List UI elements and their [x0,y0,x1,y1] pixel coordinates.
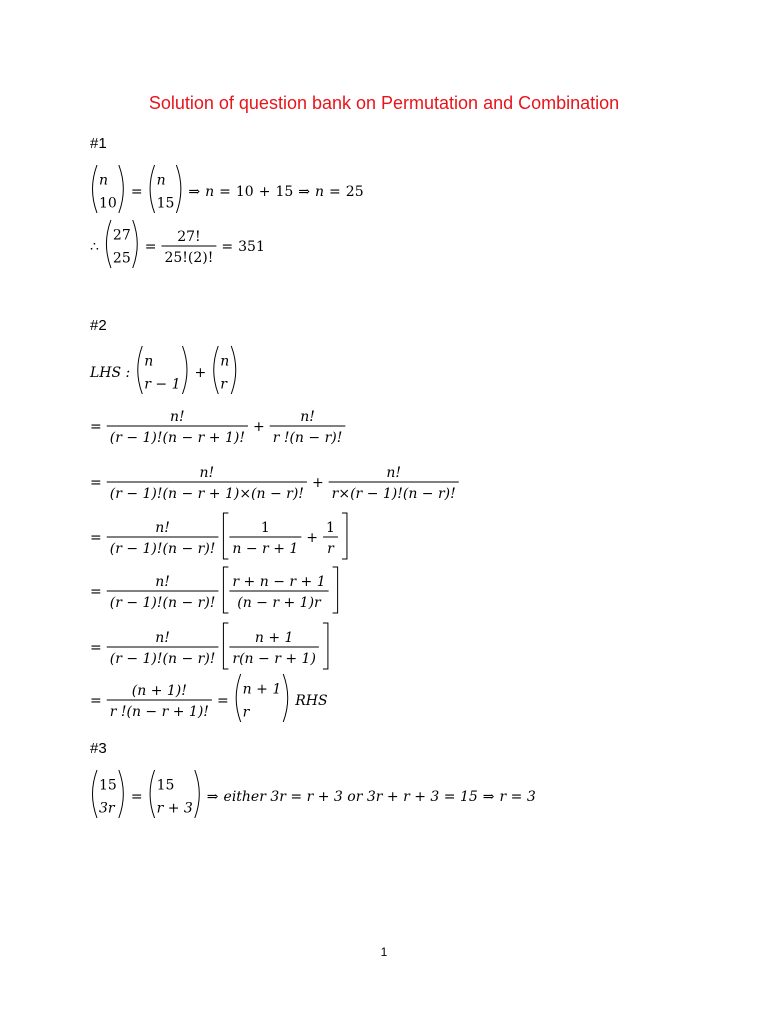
s1l5-t2-b0-frac-numerator: n + 1 [254,630,294,646]
s1l0-t0-text: LHS : [90,365,131,381]
section-2-line-4 [90,513,347,559]
s0l1-t1-binom-left-paren [106,220,111,268]
s1l3-t2-b0-frac-denominator: n − r + 1 [232,541,299,557]
s0l0-t0-binom-top: n [99,172,109,189]
s0l0-t7-text: + [258,184,271,200]
section-2-line-5 [90,567,338,613]
s1l0-t3-binom-left-paren [214,346,219,394]
s0l0-t0-binom-left-paren [93,165,98,213]
s2l0-t2-binom-left-paren [150,770,155,818]
s1l5-t1-frac-denominator: (r − 1)!(n − r)! [109,651,216,667]
s1l0-t3-binom-bottom: r [220,376,227,393]
s1l6-t4-text: RHS [295,693,328,709]
section-2-line-3 [90,465,459,502]
s0l1-t1-binom-right-paren [133,220,138,268]
section-1-line-1 [93,165,364,213]
s0l0-t0-binom-bottom: 10 [99,195,117,212]
s1l2-t0-text: = [90,475,102,491]
section-3-line-1 [93,770,536,818]
section-2-line-2 [90,409,345,446]
s2l0-t5-text: ⇒ [482,789,495,805]
s1l3-t2-b1-text: + [306,530,319,546]
s1l2-t3-frac-numerator: n! [386,465,402,481]
s0l0-t4-text: n [205,184,215,200]
s0l0-t12-text: 25 [345,184,364,200]
s1l6-t1-frac-denominator: r !(n − r + 1)! [109,704,209,720]
s2l0-t0-binom-left-paren [93,770,98,818]
s0l0-t9-text: ⇒ [298,184,311,200]
s1l5-t2-b0-frac-denominator: r(n − r + 1) [232,651,316,667]
s1l0-t3-binom-top: n [220,353,230,370]
s1l0-t1-binom-top: n [144,353,154,370]
s1l4-t2-left-bracket [223,567,228,613]
s0l0-t2-binom-left-paren [150,165,155,213]
s0l1-t1-binom-top: 27 [112,227,131,244]
s0l1-t1-binom-bottom: 25 [112,250,131,267]
s1l4-t2-b0-frac-denominator: (n − r + 1)r [237,595,321,611]
s2l0-t6-text: r = 3 [499,789,536,805]
s2l0-t2-binom-top: 15 [156,777,175,794]
s1l3-t1-frac-denominator: (r − 1)!(n − r)! [109,541,216,557]
s1l3-t2-b0-frac-numerator: 1 [260,520,270,536]
s1l5-t1-frac-numerator: n! [155,630,170,646]
section-2-line-6 [90,623,328,669]
s1l4-t2-right-bracket [333,567,338,613]
s1l0-t1-binom-right-paren [183,346,188,394]
s1l6-t2-text: = [216,693,229,709]
s0l1-t4-text: = [221,239,234,255]
s0l1-t0-text: ∴ [90,239,99,255]
s1l1-t1-frac-numerator: n! [170,409,185,425]
s0l0-t8-text: 15 [275,184,294,200]
s1l3-t2-b2-frac-denominator: r [327,541,334,557]
s1l5-t2-left-bracket [223,623,228,669]
s1l1-t1-frac-denominator: (r − 1)!(n − r + 1)! [109,430,245,446]
s2l0-t2-binom-right-paren [195,770,200,818]
s2l0-t1-text: = [130,789,143,805]
s1l6-t0-text: = [90,693,102,709]
s1l0-t2-text: + [194,365,207,381]
section-2-line-7 [90,674,328,722]
s1l1-t0-text: = [90,419,102,435]
s2l0-t0-binom-right-paren [119,770,124,818]
s0l0-t1-text: = [130,184,143,200]
section-1-line-2 [90,220,265,268]
s1l4-t2-b0-frac-numerator: r + n − r + 1 [232,574,326,590]
s1l5-t0-text: = [90,640,102,656]
s1l3-t2-b2-frac-numerator: 1 [326,520,335,536]
section-2-label: #2 [90,317,107,334]
page-title: Solution of question bank on Permutation and Combination [148,93,620,113]
s1l3-t1-frac-numerator: n! [155,520,170,536]
s0l0-t10-text: n [315,184,325,200]
s2l0-t2-binom-bottom: r + 3 [156,800,193,817]
s0l0-t2-binom-top: n [156,172,166,189]
s0l0-t3-text: ⇒ [188,184,201,200]
s0l1-t3-frac-denominator: 25!(2)! [164,250,214,266]
s1l0-t3-binom-right-paren [231,346,236,394]
s1l3-t2-left-bracket [223,513,228,559]
s1l6-t3-binom-top: n + 1 [242,681,282,698]
s0l0-t5-text: = [219,184,231,200]
s1l2-t1-frac-numerator: n! [199,465,215,481]
s1l3-t2-right-bracket [342,513,347,559]
s2l0-t0-binom-top: 15 [99,777,117,794]
s0l0-t6-text: 10 [235,184,254,200]
s1l4-t0-text: = [90,584,102,600]
s1l2-t3-frac-denominator: r×(r − 1)!(n − r)! [331,486,456,502]
s2l0-t3-text: ⇒ [206,789,219,805]
section-3-label: #3 [90,740,107,757]
s1l2-t2-text: + [311,475,324,491]
s0l1-t3-frac-numerator: 27! [177,229,201,245]
section-2-line-1 [89,346,236,394]
page-number: 1 [380,945,388,959]
s1l1-t3-frac-numerator: n! [300,409,315,425]
s1l5-t2-right-bracket [323,623,328,669]
s0l0-t2-binom-bottom: 15 [156,195,175,212]
s1l3-t0-text: = [90,530,102,546]
s0l0-t2-binom-right-paren [176,165,181,213]
s0l0-t11-text: = [329,184,341,200]
s1l1-t3-frac-denominator: r !(n − r)! [272,430,343,446]
s1l0-t1-binom-bottom: r − 1 [144,376,181,393]
s0l1-t5-text: 351 [238,239,265,255]
s1l6-t1-frac-numerator: (n + 1)! [131,683,187,699]
s0l1-t2-text: = [144,239,157,255]
s2l0-t4-text: either 3r = r + 3 or 3r + r + 3 = 15 [223,789,478,805]
s1l4-t1-frac-numerator: n! [155,574,170,590]
s1l6-t3-binom-left-paren [236,674,241,722]
s2l0-t0-binom-bottom: 3r [99,800,115,817]
section-1-label: #1 [90,135,107,152]
s1l6-t3-binom-right-paren [283,674,288,722]
s0l0-t0-binom-right-paren [119,165,124,213]
s1l0-t1-binom-left-paren [138,346,143,394]
s1l4-t1-frac-denominator: (r − 1)!(n − r)! [109,595,216,611]
s1l2-t1-frac-denominator: (r − 1)!(n − r + 1)×(n − r)! [109,486,304,502]
s1l6-t3-binom-bottom: r [242,704,250,721]
s1l1-t2-text: + [252,419,265,435]
